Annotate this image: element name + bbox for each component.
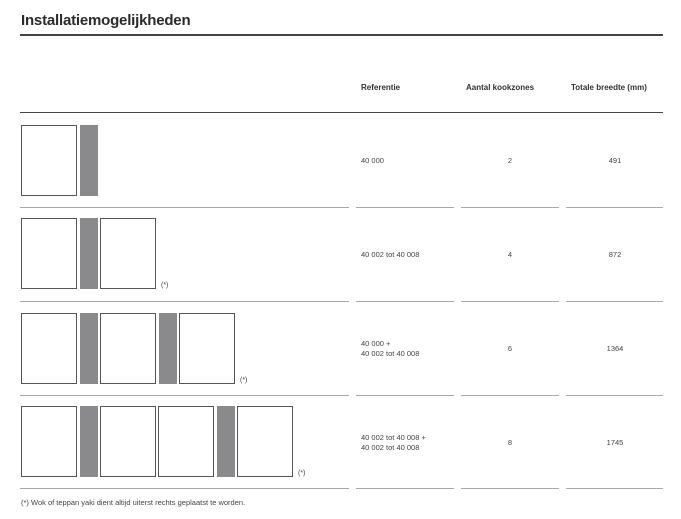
row-divider — [356, 395, 454, 396]
row-divider — [461, 301, 559, 302]
row-divider — [20, 301, 349, 302]
header-divider — [20, 112, 663, 113]
row-divider — [461, 488, 559, 489]
breedte-cell: 1364 — [606, 344, 624, 353]
aantal-cell: 4 — [507, 250, 513, 259]
referentie-cell: 40 002 tot 40 008 — [361, 250, 420, 259]
connection-strip — [80, 125, 98, 196]
connection-strip — [159, 313, 177, 384]
aantal-cell: 6 — [507, 344, 513, 353]
cooktop-module — [21, 313, 77, 384]
row-divider — [20, 207, 349, 208]
title-divider — [20, 34, 663, 36]
row-divider — [356, 488, 454, 489]
breedte-cell: 872 — [608, 250, 622, 259]
row-divider — [356, 301, 454, 302]
footnote-marker: (*) — [298, 470, 306, 477]
cooktop-module — [21, 406, 77, 477]
row-divider — [20, 395, 349, 396]
row-divider — [566, 301, 663, 302]
page-title: Installatiemogelijkheden — [21, 12, 191, 29]
aantal-cell: 2 — [507, 156, 513, 165]
row-divider — [566, 395, 663, 396]
connection-strip — [217, 406, 235, 477]
cooktop-module — [100, 313, 156, 384]
row-divider — [566, 207, 663, 208]
referentie-cell: 40 000 + 40 002 tot 40 008 — [361, 339, 420, 358]
footnote: (*) Wok of teppan yaki dient altijd uiterst rechts geplaatst te worden. — [21, 498, 246, 507]
aantal-cell: 8 — [507, 438, 513, 447]
referentie-cell: 40 000 — [361, 156, 384, 165]
footnote-marker: (*) — [161, 282, 169, 289]
breedte-cell: 491 — [608, 156, 622, 165]
footnote-marker: (*) — [240, 377, 248, 384]
row-divider — [461, 395, 559, 396]
connection-strip — [80, 313, 98, 384]
column-header-aantal-kookzones: Aantal kookzones — [466, 83, 535, 92]
cooktop-module — [21, 125, 77, 196]
breedte-cell: 1745 — [606, 438, 624, 447]
cooktop-module — [158, 406, 214, 477]
cooktop-module — [179, 313, 235, 384]
referentie-cell: 40 002 tot 40 008 + 40 002 tot 40 008 — [361, 433, 426, 452]
cooktop-module — [237, 406, 293, 477]
row-divider — [356, 207, 454, 208]
connection-strip — [80, 406, 98, 477]
row-divider — [20, 488, 349, 489]
row-divider — [461, 207, 559, 208]
cooktop-module — [21, 218, 77, 289]
column-header-referentie: Referentie — [361, 83, 401, 92]
connection-strip — [80, 218, 98, 289]
row-divider — [566, 488, 663, 489]
cooktop-module — [100, 218, 156, 289]
cooktop-module — [100, 406, 156, 477]
column-header-totale-breedte: Totale breedte (mm) — [571, 83, 647, 92]
